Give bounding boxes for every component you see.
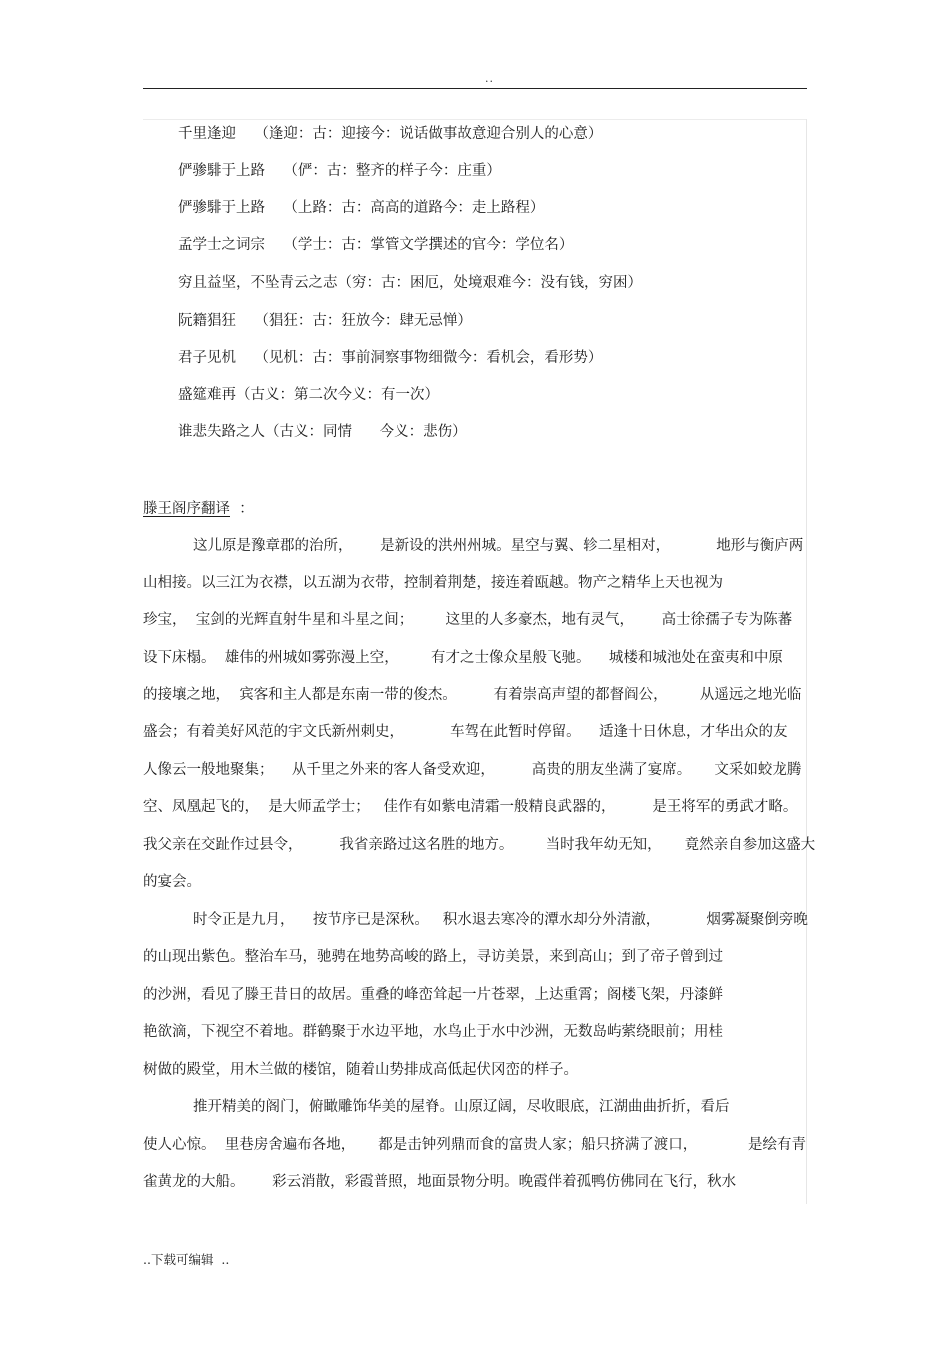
section-title-colon: ： — [239, 501, 254, 517]
content-frame-right — [806, 119, 807, 1204]
vocab-item: 千里逢迎 （逢迎：古：迎接今：说话做事故意迎合别人的心意） — [178, 126, 603, 142]
text-line: 使人心惊。 里巷房舍遍布各地， 都是击钟列鼎而食的富贵人家；船只挤满了渡口， 是绘有青 — [143, 1137, 806, 1153]
text-line: 这儿原是豫章郡的治所， 是新设的洪州州城。星空与翼、轸二星相对， 地形与衡庐两 — [193, 538, 804, 554]
text-line: 的接壤之地， 宾客和主人都是东南一带的俊杰。 有着崇高声望的都督阎公， 从遥远之地光临 — [143, 687, 802, 703]
section-title — [143, 499, 254, 519]
text-line: 的沙洲，看见了滕王昔日的故居。重叠的峰峦耸起一片苍翠，上达重霄；阁楼飞架，丹漆鲜 — [143, 987, 723, 1003]
vocab-item: 盛筵难再（古义：第二次今义：有一次） — [178, 387, 439, 403]
text-line: 珍宝， 宝剑的光辉直射牛星和斗星之间； 这里的人多豪杰，地有灵气， 高士徐孺子专为陈蕃 — [143, 612, 793, 628]
text-line: 树做的殿堂，用木兰做的楼馆，随着山势排成高低起伏冈峦的样子。 — [143, 1062, 578, 1078]
header-rule — [143, 88, 807, 89]
vocab-item: 君子见机 （见机：古：事前洞察事物细微今：看机会，看形势） — [178, 350, 603, 366]
vocab-item: 俨骖騑于上路 （上路：古：高高的道路今：走上路程） — [178, 200, 545, 216]
vocab-item: 穷且益坚，不坠青云之志（穷：古：困厄，处境艰难今：没有钱，穷困） — [178, 275, 642, 291]
text-line: 的宴会。 — [143, 874, 201, 890]
content-frame-top — [143, 119, 807, 120]
vocab-item: 阮籍猖狂 （猖狂：古：狂放今：肆无忌惮） — [178, 313, 472, 329]
text-line: 空、凤凰起飞的， 是大师孟学士； 佳作有如紫电清霜一般精良武器的， 是王将军的勇武才略。 — [143, 799, 798, 815]
text-line: 盛会；有着美好风范的宇文氏新州刺史， 车驾在此暂时停留。 适逢十日休息，才华出众的友 — [143, 724, 788, 740]
vocab-item: 孟学士之词宗 （学士：古：掌管文学撰述的官今：学位名） — [178, 237, 574, 253]
text-line: 雀黄龙的大船。 彩云消散，彩霞普照，地面景物分明。晚霞伴着孤鸭仿佛同在飞行，秋水 — [143, 1174, 737, 1190]
text-line: 设下床榻。 雄伟的州城如雾弥漫上空， 有才之士像众星般飞驰。 城楼和城池处在蛮夷和中原 — [143, 650, 783, 666]
text-line: 我父亲在交趾作过县令， 我省亲路过这名胜的地方。 当时我年幼无知， 竟然亲自参加这盛大 — [143, 837, 816, 853]
text-line: 山相接。以三江为衣襟，以五湖为衣带，控制着荆楚，接连着瓯越。物产之精华上天也视为 — [143, 575, 723, 591]
text-line: 时令正是九月， 按节序已是深秋。 积水退去寒冷的潭水却分外清澈， 烟雾凝聚倒旁晚 — [193, 912, 808, 928]
page-footer: ..下载可编辑 .. — [143, 1252, 230, 1267]
text-line: 人像云一般地聚集； 从千里之外来的客人备受欢迎， 高贵的朋友坐满了宴席。 文采如蛟龙腾 — [143, 762, 802, 778]
text-line: 艳欲滴，下视空不着地。群鹤聚于水边平地，水鸟止于水中沙洲，无数岛屿萦绕眼前；用桂 — [143, 1024, 723, 1040]
section-title-text: 滕王阁序翻译 — [143, 501, 230, 517]
text-line: 推开精美的阁门，俯瞰雕饰华美的屋脊。山原辽阔，尽收眼底，江湖曲曲折折，看后 — [193, 1099, 730, 1115]
header-mark: .. — [485, 72, 494, 85]
text-line: 的山现出紫色。整治车马，驰骋在地势高峻的路上，寻访美景，来到高山；到了帝子曾到过 — [143, 949, 723, 965]
vocab-item: 俨骖騑于上路 （俨：古：整齐的样子今：庄重） — [178, 163, 501, 179]
vocab-item: 谁悲失路之人（古义：同情 今义：悲伤） — [178, 424, 467, 440]
